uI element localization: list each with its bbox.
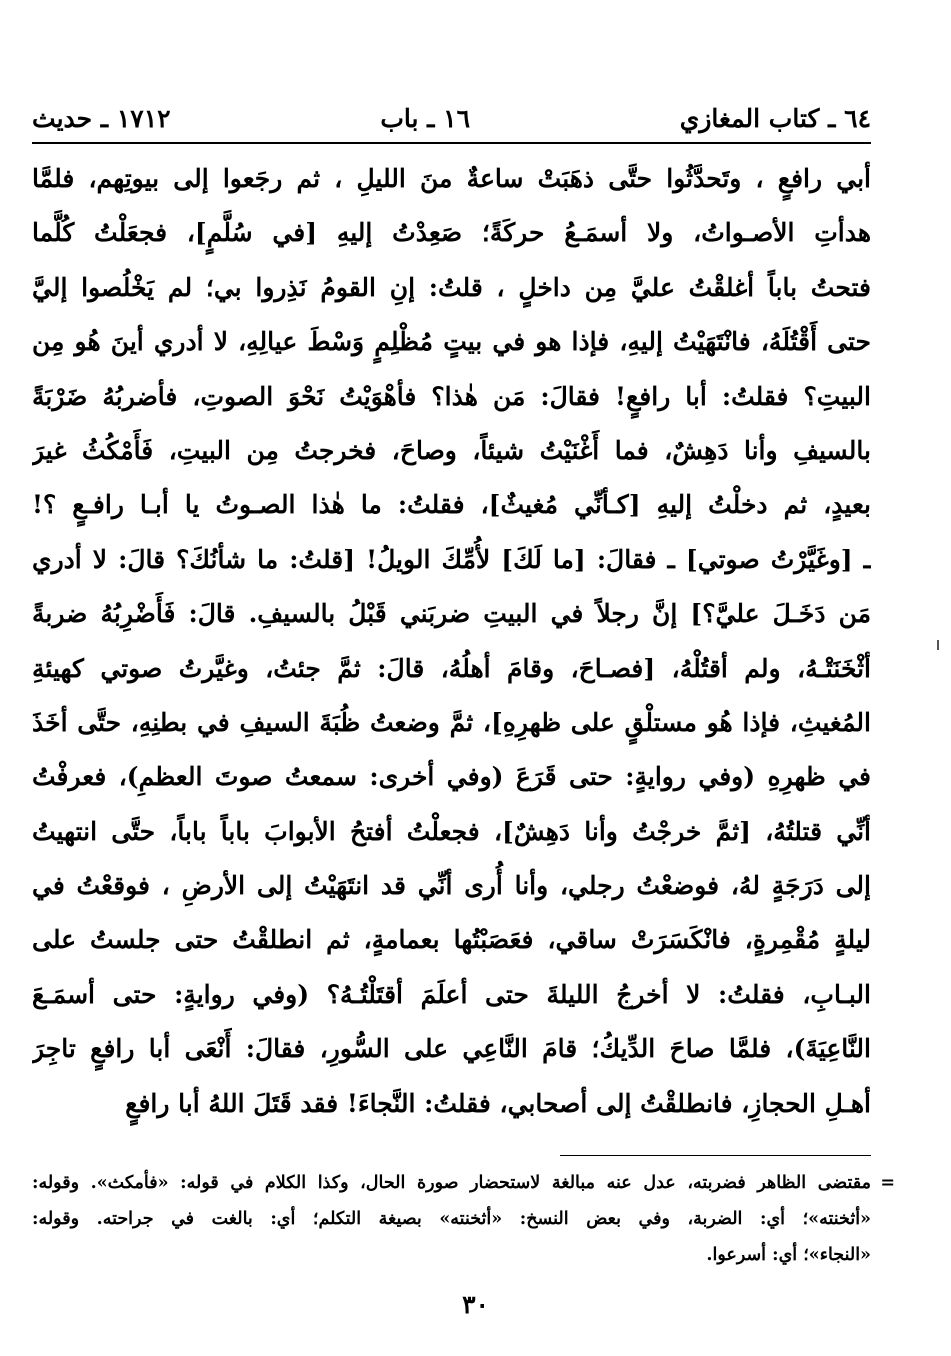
text-line: حتى أَقْتُلَهُ، فانْتَهَيْتُ إليهِ، فإذا هو في بيتٍ مُظْلِمٍ وَسْطَ عيالِهِ، لا أدري أينَ هُو مِن <box>32 327 871 357</box>
footnote-line <box>32 1165 895 1201</box>
footnote-divider <box>560 1155 871 1156</box>
text-line: مَن دَخَـلَ عليَّ؟] إنَّ رجلاً في البيتِ ضربَني قَبْلُ بالسيفِ. قالَ: فَأَضْرِبُهُ ضربةً <box>32 599 871 629</box>
footnote-continuation-mark: = <box>880 1173 895 1193</box>
header-chapter: ١٦ ـ باب <box>380 103 471 133</box>
text-line: أثْخَنَتْـهُ، ولم أقتُلْهُ، [فصـاحَ، وقامَ أهلُهُ، قالَ: ثمَّ جئتُ، وغيَّرتُ صوتي كهيئةِ <box>32 653 871 683</box>
text-line: في ظهرِهِ (وفي روايةٍ: حتى قَرَعَ (وفي أخرى: سمعتُ صوتَ العظمِ)، فعرفْتُ <box>32 762 871 792</box>
text-line: أنِّي قتلتُهُ، [ثمَّ خرجْتُ وأنا دَهِشٌ]، فجعلْتُ أفتحُ الأبوابَ باباً باباً، حتَّى انتهيتُ <box>32 816 871 846</box>
text-line: أهـلِ الحجازِ، فانطلقْتُ إلى أصحابي، فقلتُ: النَّجاءَ! فقد قَتَلَ اللهُ أبا رافعٍ <box>125 1088 871 1118</box>
text-line: أبي رافعٍ ، وتَحدَّثُوا حتَّى ذهَبَتْ ساعةٌ منَ الليلِ ، ثم رجَعوا إلى بيوتِهم، فلمَّا <box>32 164 871 193</box>
footnote-text: مقتضى الظاهر فضربته، عدل عنه مبالغة لاستحضار صورة الحال، وكذا الكلام في قوله: «فأمكث». وقوله: <box>32 1173 871 1193</box>
text-line: ليلةٍ مُقْمِرةٍ، فانْكَسَرَتْ ساقي، فعَصَبْتُها بعمامةٍ، ثم انطلقْتُ حتى جلستُ على <box>32 925 871 955</box>
text-line: البيتِ؟ فقلتُ: أبا رافعٍ! فقالَ: مَن هٰذا؟ فأهْوَيْتُ نَحْوَ الصوتِ، فأضربُهُ ضَرْبَةً <box>32 381 871 411</box>
header-hadith-number: ١٧١٢ ـ حديث <box>32 103 171 133</box>
scan-mark <box>937 640 939 650</box>
footnote-text: «النجاء»؛ أي: أسرعوا. <box>706 1245 871 1265</box>
text-line: بالسيفِ وأنا دَهِشٌ، فما أَغْنَيْتُ شيئاً، وصاحَ، فخرجتُ مِن البيتِ، فَأَمْكُثُ غيرَ <box>32 435 871 465</box>
text-line: المُغيثِ، فإذا هُو مستلْقٍ على ظهرِهِ]، ثمَّ وضعتُ ظُبَةَ السيفِ في بطنِهِ، حتَّى أخَذَ <box>32 707 871 737</box>
footnote-text: «أثخنته»؛ أي: الضربة، وفي بعض النسخ: «أثخنته» بصيغة التكلم؛ أي: بالغت في جراحته. وقوله: <box>32 1209 871 1229</box>
page-number: ٣٠ <box>462 1290 489 1319</box>
text-line: إلى دَرَجَةٍ لهُ، فوضعْتُ رجلي، وأنا أُرى أنِّي قد انتَهَيْتُ إلى الأرضِ ، فوقعْتُ في <box>32 871 871 901</box>
header-book-title: ٦٤ ـ كتاب المغازي <box>679 103 871 133</box>
text-line: بعيدٍ، ثم دخلْتُ إليهِ [كـأنِّي مُغيثٌ]، فقلتُ: ما هٰذا الصـوتُ يا أبـا رافـعٍ ؟! <box>32 490 871 520</box>
footnote-line <box>32 1201 895 1237</box>
footnote-line <box>32 1237 895 1273</box>
text-line: هدأتِ الأصـواتُ، ولا أسمَـعُ حركَةً؛ صَعِدْتُ إليهِ [في سُلَّمٍ]، فجعَلْتُ كُلَّما <box>32 218 871 248</box>
header-divider <box>32 142 871 144</box>
text-line: النَّاعِيَةَ)، فلمَّا صاحَ الدِّيكُ؛ قامَ النَّاعِي على السُّورِ، فقالَ: أَنْعَى أبا رافعٍ تاجِرَ <box>32 1034 871 1064</box>
footnotes <box>32 1165 895 1273</box>
running-header <box>32 98 871 138</box>
text-line: البـابِ، فقلتُ: لا أخرجُ الليلةَ حتى أعلَمَ أقتَلْتُـهُ؟ (وفي روايةٍ: حتى أسمَـعَ <box>32 979 871 1009</box>
main-text <box>32 152 871 1131</box>
text-line: فتحتُ باباً أغلقْتُ عليَّ مِن داخلٍ ، قلتُ: إنِ القومُ نَذِروا بي؛ لم يَخْلُصوا إليَّ <box>32 272 871 302</box>
text-line: ـ [وغَيَّرْتُ صوتي] ـ فقالَ: [ما لَكَ] لأُمِّكَ الويلُ! [قلتُ: ما شأنُكَ؟ قالَ: لا أدري <box>32 544 871 574</box>
